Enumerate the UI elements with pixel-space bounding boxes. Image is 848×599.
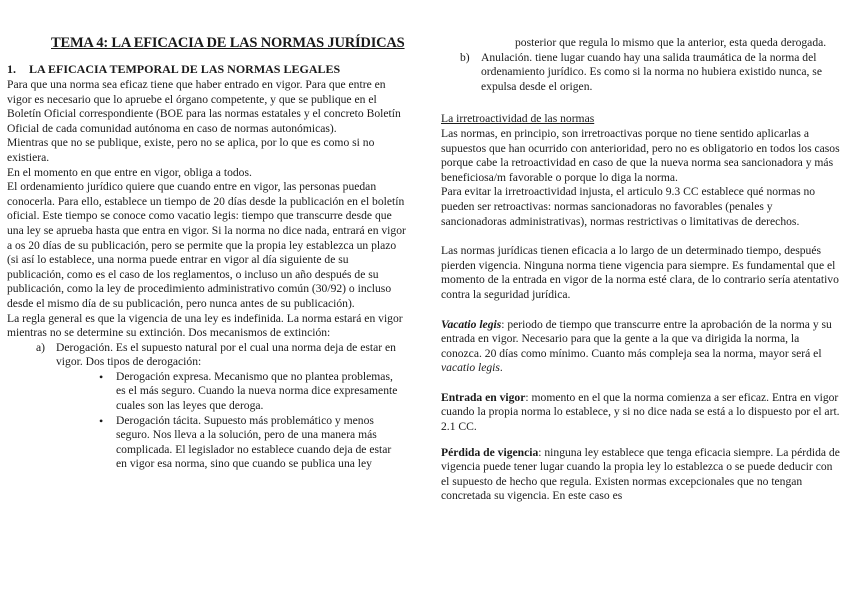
list-item: [36, 341, 407, 370]
definition-text: : periodo de tiempo que transcurre entre la aprobación de la norma y su entrada en vigor. Necesario para que la gente a la que va dirigida la norma, la conozca. 20 días como mínimo. Cuanto más compleja sea la norma, mayor será el: [441, 317, 832, 360]
left-body: [7, 78, 407, 472]
bullet-list: [99, 369, 403, 472]
bullet-item: [99, 369, 403, 414]
term: Pérdida de vigencia: [441, 445, 539, 459]
bullet-text: Derogación expresa. Mecanismo que no plantea problemas, es el más seguro. Cuando la nueva norma dice expresamente cuales son las leyes que deroga.: [116, 369, 398, 413]
bullet-item: [99, 413, 403, 472]
bullet-text: Derogación tácita. Supuesto más problemático y menos seguro. Nos lleva a la solución, pero de una manera más complicada. El legislador no establece cuando deja de estar en vigor esa norma, sino que cuando se publica una ley: [116, 413, 392, 471]
subheading-irretroactividad: La irretroactividad de las normas: [441, 112, 595, 126]
italic-term: vacatio legis: [441, 361, 500, 375]
paragraph: Las normas jurídicas tienen eficacia a lo largo de un determinado tiempo, después pierden vigencia. Ninguna norma tiene vigencia para siempre. Es fundamental que el momento de la entrada en vigor de la norma esté clara, de lo contrario sería atentativo contra la seguridad jurídica.: [441, 244, 839, 301]
definition-text: : ninguna ley establece que tenga eficacia siempre. La pérdida de vigencia puede tener lugar cuando la propia ley lo establezca o se puede deducir con el supuesto de hecho que regula. Existen normas excepcionales que no tengan concretada su vigencia. En este caso es: [441, 445, 840, 503]
definition-end: .: [499, 361, 503, 375]
section-number: 1.: [7, 62, 16, 76]
section-heading-text: LA EFICACIA TEMPORAL DE LAS NORMAS LEGALES: [29, 62, 341, 76]
paragraph: Para evitar la irretroactividad injusta, el articulo 9.3 CC establece qué normas no pueden ser retroactivas: normas sancionadoras no favorables (penales y sancionadoras administrativas), normas restrictivas o limitativas de derechos.: [441, 185, 816, 228]
section-heading: [7, 62, 340, 77]
right-body: [441, 36, 841, 504]
definition-perdida-de-vigencia: [441, 446, 841, 504]
list-item: [460, 51, 841, 95]
term: Vacatio legis: [441, 317, 502, 331]
definition-vacatio-legis: [441, 318, 841, 376]
bullet-icon: •: [99, 413, 104, 428]
extinction-list: [36, 341, 407, 472]
list-item-label: a): [36, 340, 46, 354]
paragraph: Las normas, en principio, son irretroactivas porque no tiene sentido aplicarlas a supuestos que han ocurrido con anterioridad, pero no es obligatorio en todos los casos porque cabe la retroactividad en caso de que la nueva norma sea sancionadora y más beneficiosa/m favorable o porque lo diga la norma.: [441, 126, 840, 184]
bullet-icon: •: [99, 369, 104, 384]
continued-text: posterior que regula lo mismo que la anterior, esta queda derogada.: [515, 36, 827, 49]
term: Entrada en vigor: [441, 390, 526, 404]
definition-text: : momento en el que la norma comienza a ser eficaz. Entra en vigor cuando la propia norma lo establece, y si no dice nada se está a lo dispuesto por el art. 2.1 CC.: [441, 390, 840, 434]
document-title: TEMA 4: LA EFICACIA DE LAS NORMAS JURÍDICAS: [51, 35, 405, 51]
paragraph: La regla general es que la vigencia de una ley es indefinida. La norma estará en vigor mientras no se determine su extinción. Dos mecanismos de extinción:: [7, 311, 403, 340]
paragraph: En el momento en que entre en vigor, obliga a todos.: [7, 165, 252, 179]
paragraph: Mientras que no se publique, existe, pero no se aplica, por lo que es como si no existiera.: [7, 136, 375, 164]
paragraph: Para que una norma sea eficaz tiene que haber entrado en vigor. Para que entre en vigor es necesario que lo apruebe el órgano competente, y que se publique en el Boletín Oficial correspondiente (BOE para las normas estatales y el concreto Boletín Oficial de cada comunidad autónoma en caso de normas autonómicas).: [7, 78, 401, 135]
list-item-label: b): [460, 50, 470, 64]
paragraph: El ordenamiento jurídico quiere que cuando entre en vigor, las personas puedan conocerla. Para ello, establece un tiempo de 20 días desde la publicación en el boletín oficial. Este tiempo se conoce como vacatio legis: tiempo que transcurre desde que una ley se aprueba hasta que entra en vigor. Si la norma no dice nada, entrará en vigor a os 20 días de su publicación, pero se permite que la propia ley establezca un plazo (si así lo establece, una norma puede entrar en vigor al día siguiente de su publicación, como es el caso de los reglamentos, o incluso un año después de su publicación, como la ley de procedimiento administrativo común (30/92) o incluso desde el mismo día de su publicación, pero nunca antes de su publicación).: [7, 180, 406, 310]
list-item-text: Anulación. tiene lugar cuando hay una salida traumática de la norma del ordenamiento jurídico. Es como si la norma no hubiera existido nunca, se expulsa desde el origen.: [481, 50, 822, 93]
definition-entrada-en-vigor: [441, 391, 841, 435]
list-item-text: Derogación. Es el supuesto natural por el cual una norma deja de estar en vigor. Dos tipos de derogación:: [56, 340, 396, 369]
